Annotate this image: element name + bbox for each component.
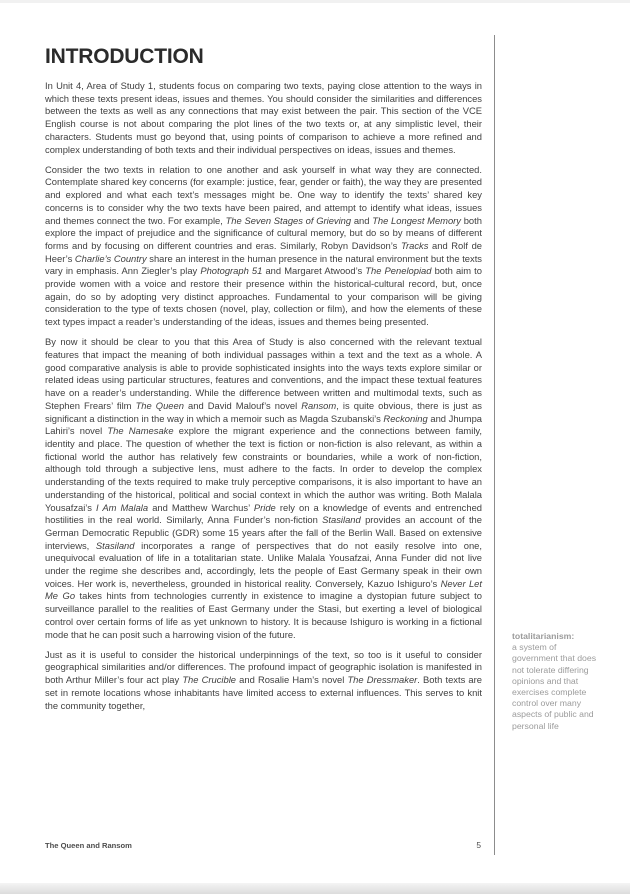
body-text xyxy=(45,80,482,720)
footer-page-number: 5 xyxy=(476,840,481,850)
paragraph: By now it should be clear to you that this Area of Study is also concerned with the relevant textual features that impact the meaning of both individual passages within a text and the text as a whole. A good comparative analysis is able to provide sophisticated insights into the ways texts explore similar or related ideas using particular structures, features and conventions, and the impact these textual features have on a reader’s understanding. While the difference between written and multimodal texts, such as Stephen Frears’ film The Queen and David Malouf’s novel Ransom, is quite obvious, there is just as significant a distinction in the way in which a memoir such as Magda Szubanski’s Reckoning and Jhumpa Lahiri’s novel The Namesake explore the migrant experience and the connections between family, identity and place. The question of whether the text is fiction or non-fiction is also relevant, as within a fictional world the author has relatively few constraints or boundaries, while a work of non-fiction, although told through a subjective lens, must adhere to the facts. In order to develop the complex understanding of the texts required to make truly perceptive comparisons, it is also important to have an understanding of the historical, political and social context in which the author was writing. Both Malala Yousafzai’s I Am Malala and Matthew Warchus’ Pride rely on a knowledge of events and entrenched hostilities in the real world. Similarly, Anna Funder’s non-fiction Stasiland provides an account of the German Democratic Republic (GDR) some 15 years after the fall of the Berlin Wall. Based on extensive interviews, Stasiland incorporates a range of perspectives that do not easily resolve into one, unequivocal evaluation of life in a totalitarian state. Unlike Malala Yousafzai, Anna Funder did not live under the regime she describes and, accordingly, lets the people of East Germany speak in their own voices. Her work is, nevertheless, grounded in historical reality. Conversely, Kazuo Ishiguro’s Never Let Me Go takes hints from technologies currently in existence to imagine a dystopian future subject to surveillance parallel to the realities of East Germany under the Stasi, but exerting a level of biological control over certain forms of life as yet unknown to history. It is because Ishiguro is working in a fictional mode that he can posit such a harrowing vision of the future. xyxy=(45,336,483,640)
page-top-edge xyxy=(0,0,630,3)
margin-divider-line xyxy=(494,35,495,855)
margin-note-term: totalitarianism: xyxy=(512,631,575,641)
paragraph: Consider the two texts in relation to one another and ask yourself in what way they are connected. Contemplate shared key concerns (for example: justice, fear, gender or faith), the way they are presented and explored and what each text’s messages might be. One way to identify the texts’ shared key concerns is to consider why the two texts have been paired, and attempt to identify what ideas, issues and themes connect the two. For example, The Seven Stages of Grieving and The Longest Memory both explore the impact of prejudice and the significance of cultural memory, but do so by means of different forms and by focusing on different countries and eras. Similarly, Robyn Davidson’s Tracks and Rolf de Heer’s Charlie’s Country share an interest in the human presence in the natural environment but the texts vary in emphasis. Ann Ziegler’s play Photograph 51 and Margaret Atwood’s The Penelopiad both aim to provide women with a voice and restore their presence within the historical-cultural record, but, once again, do so by adopting very distinct approaches. Fundamental to your comparison will be giving consideration to the type of texts chosen (novel, play, collection or film), and how the elements of these text types impact a reader’s understanding of the ideas, issues and themes being presented. xyxy=(45,163,482,328)
footer-book-title: The Queen and Ransom xyxy=(45,841,132,850)
margin-note-definition: a system of government that does not tolerate differing opinions and that exercises complete control over many aspects of public and personal life xyxy=(512,642,597,731)
page-title: INTRODUCTION xyxy=(45,45,204,68)
margin-note xyxy=(512,631,600,732)
paragraph: Just as it is useful to consider the historical underpinnings of the text, so too is it useful to consider geographical similarities and/or differences. The profound impact of geographic isolation is manifested in both Arthur Miller’s four act play The Crucible and Rosalie Ham’s novel The Dressmaker. Both texts are set in remote locations whose inhabitants have limited access to external influences. This serves to knit the community together, xyxy=(45,648,482,711)
paragraph: In Unit 4, Area of Study 1, students focus on comparing two texts, paying close attention to the ways in which these texts present ideas, issues and themes. You should consider the similarities and differences between the texts as well as any connections that may exist between the pair. This section of the VCE English course is not about comparing the plot lines of the two texts or, at any simplistic level, their characters. Students must go beyond that, using points of comparison to achieve a more refined and complex understanding of both texts and their individual perspectives on ideas, issues and themes. xyxy=(45,80,482,155)
page-bottom-edge xyxy=(0,883,630,894)
